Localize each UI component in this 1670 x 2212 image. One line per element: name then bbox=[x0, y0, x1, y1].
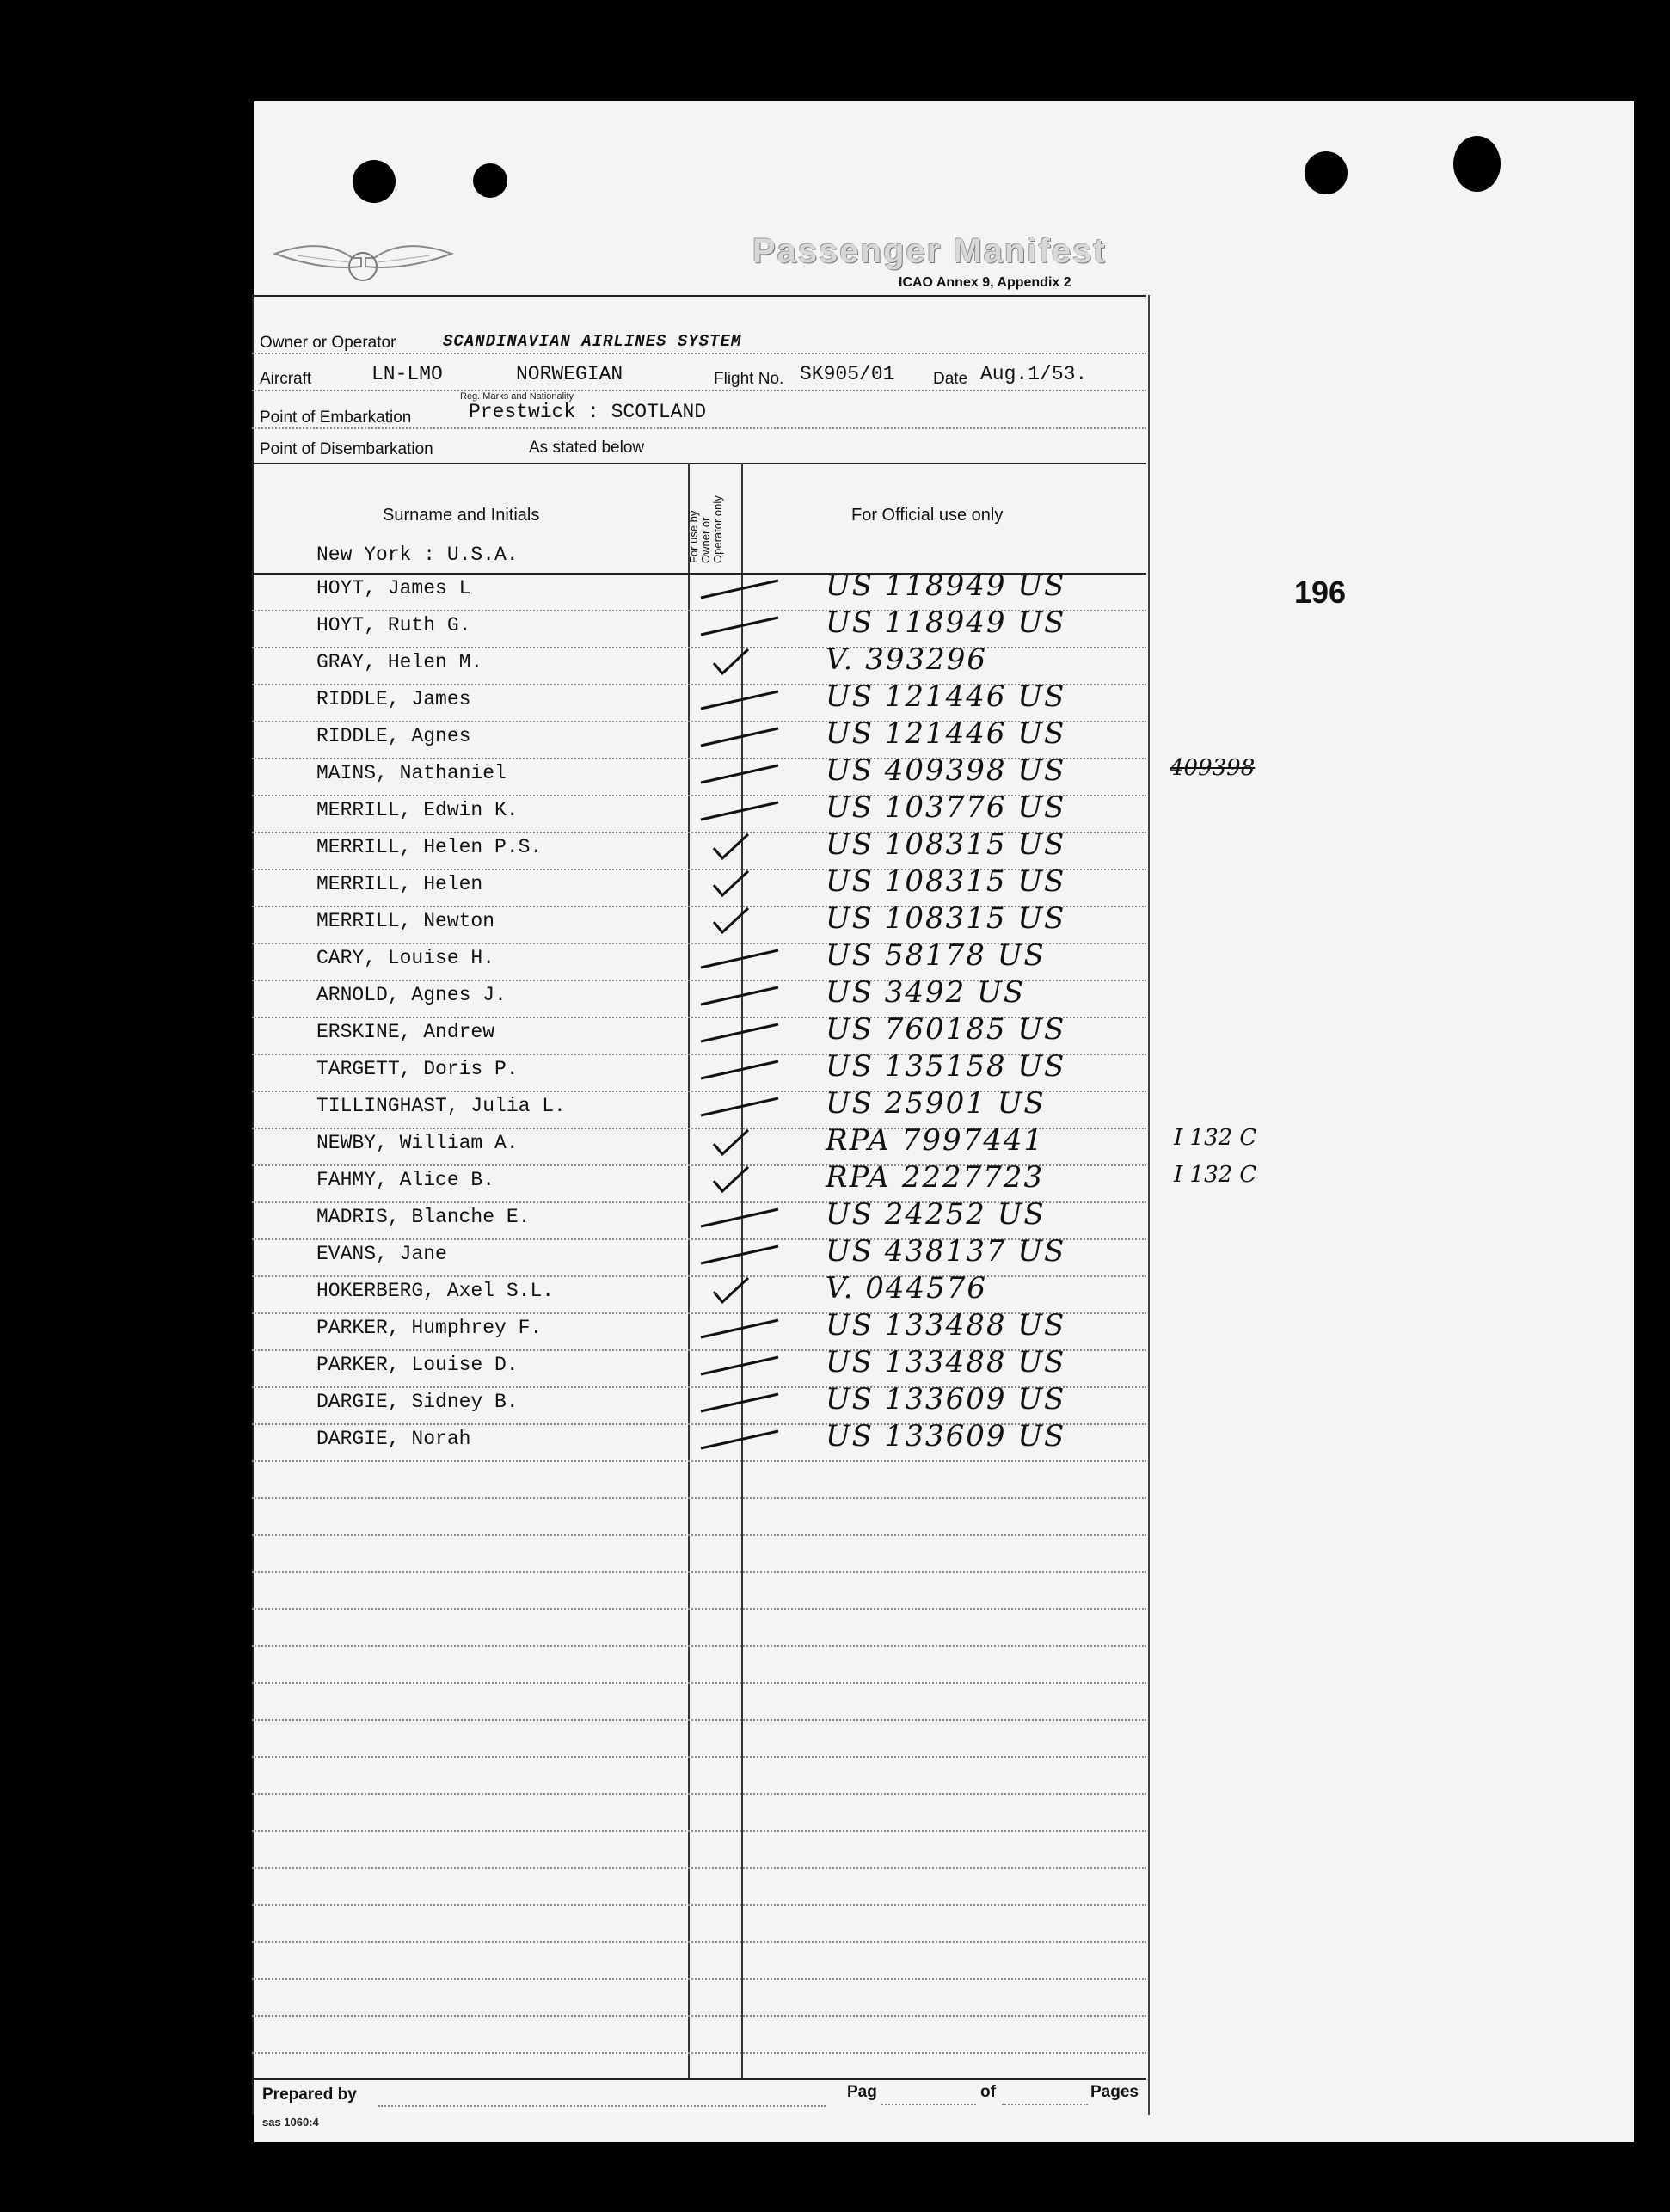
official-entry: US 103776 US bbox=[826, 790, 1066, 825]
dash-mark-icon bbox=[697, 794, 808, 828]
punch-hole bbox=[1305, 151, 1348, 194]
of-line bbox=[1002, 2104, 1088, 2105]
passenger-name: RIDDLE, Agnes bbox=[316, 725, 471, 747]
passenger-name: TARGETT, Doris P. bbox=[316, 1058, 519, 1080]
column-divider bbox=[688, 463, 690, 2078]
dash-mark-icon bbox=[697, 1349, 808, 1383]
official-entry: US 118949 US bbox=[826, 605, 1066, 640]
passenger-name: ARNOLD, Agnes J. bbox=[316, 984, 507, 1006]
passenger-name: PARKER, Humphrey F. bbox=[316, 1317, 543, 1339]
passenger-name: TILLINGHAST, Julia L. bbox=[316, 1095, 566, 1117]
flight-value: SK905/01 bbox=[800, 363, 895, 385]
row-rule bbox=[252, 1497, 1146, 1499]
passenger-name: DARGIE, Norah bbox=[316, 1428, 471, 1450]
field-rule bbox=[252, 427, 1146, 429]
dash-mark-icon bbox=[697, 1238, 808, 1272]
official-entry: RPA 2227723 bbox=[826, 1160, 1045, 1195]
passenger-name: MERRILL, Edwin K. bbox=[316, 799, 519, 821]
official-entry: US 108315 US bbox=[826, 827, 1066, 862]
passenger-name: MADRIS, Blanche E. bbox=[316, 1206, 531, 1228]
row-rule bbox=[252, 1571, 1146, 1573]
passenger-name: FAHMY, Alice B. bbox=[316, 1169, 495, 1191]
official-entry: US 409398 US bbox=[826, 753, 1066, 788]
header-bottom-rule bbox=[252, 463, 1146, 464]
official-entry: US 760185 US bbox=[826, 1012, 1066, 1047]
pages-label: Pages bbox=[1090, 2083, 1139, 2101]
field-rule bbox=[252, 353, 1146, 354]
passenger-name: CARY, Louise H. bbox=[316, 947, 495, 969]
row-rule bbox=[252, 1867, 1146, 1869]
form-subtitle: ICAO Annex 9, Appendix 2 bbox=[899, 275, 1071, 290]
row-rule bbox=[252, 2015, 1146, 2017]
dash-mark-icon bbox=[697, 1053, 808, 1087]
dash-mark-icon bbox=[697, 609, 808, 643]
official-entry: US 3492 US bbox=[826, 975, 1026, 1010]
page-label: Pag bbox=[847, 2083, 877, 2101]
row-rule bbox=[252, 1941, 1146, 1943]
passenger-name: HOYT, Ruth G. bbox=[316, 614, 471, 636]
field-rule bbox=[252, 390, 1146, 391]
disembarkation-value: As stated below bbox=[529, 439, 645, 457]
punch-hole bbox=[1453, 136, 1501, 192]
checkmark-icon bbox=[697, 868, 808, 902]
row-rule bbox=[252, 2052, 1146, 2054]
nationality-value: NORWEGIAN bbox=[516, 363, 623, 385]
dash-mark-icon bbox=[697, 683, 808, 717]
official-entry: US 121446 US bbox=[826, 679, 1066, 714]
aircraft-label: Aircraft bbox=[260, 370, 312, 388]
row-rule bbox=[252, 1978, 1146, 1980]
checkmark-icon bbox=[697, 1127, 808, 1161]
owner-value: SCANDINAVIAN AIRLINES SYSTEM bbox=[443, 332, 742, 351]
official-entry: US 108315 US bbox=[826, 864, 1066, 899]
checkmark-icon bbox=[697, 1164, 808, 1198]
dash-mark-icon bbox=[697, 942, 808, 976]
col-surname-header: Surname and Initials bbox=[383, 506, 540, 525]
punch-hole bbox=[353, 160, 396, 203]
owner-label: Owner or Operator bbox=[260, 334, 396, 352]
official-entry: US 133488 US bbox=[826, 1345, 1066, 1379]
official-entry: US 133609 US bbox=[826, 1419, 1066, 1453]
checkmark-icon bbox=[697, 1275, 808, 1309]
passenger-name: GRAY, Helen M. bbox=[316, 651, 483, 673]
passenger-name: EVANS, Jane bbox=[316, 1243, 447, 1265]
aircraft-value: LN-LMO bbox=[371, 363, 443, 385]
official-entry: US 118949 US bbox=[826, 568, 1066, 603]
header-top-rule bbox=[252, 295, 1146, 297]
row-rule bbox=[252, 1608, 1146, 1610]
side-note: 409398 bbox=[1170, 755, 1256, 781]
form-title: Passenger Manifest bbox=[752, 232, 1107, 270]
row-rule bbox=[252, 1756, 1146, 1758]
official-entry: V. 044576 bbox=[826, 1271, 988, 1306]
passenger-name: HOYT, James L bbox=[316, 577, 471, 599]
embarkation-value: Prestwick : SCOTLAND bbox=[469, 401, 707, 423]
row-rule bbox=[252, 1645, 1146, 1647]
official-entry: US 108315 US bbox=[826, 901, 1066, 936]
passenger-name: HOKERBERG, Axel S.L. bbox=[316, 1280, 555, 1302]
official-entry: US 133609 US bbox=[826, 1382, 1066, 1416]
destination-label: New York : U.S.A. bbox=[316, 544, 519, 566]
side-note: I 132 C bbox=[1174, 1162, 1257, 1188]
official-entry: US 58178 US bbox=[826, 938, 1046, 973]
official-entry: V. 393296 bbox=[826, 642, 988, 677]
row-rule bbox=[252, 1460, 1146, 1462]
prepared-by-label: Prepared by bbox=[262, 2086, 357, 2104]
passenger-name: MERRILL, Helen bbox=[316, 873, 483, 895]
checkmark-icon bbox=[697, 646, 808, 680]
airline-wings-logo bbox=[271, 228, 456, 297]
dash-mark-icon bbox=[697, 1016, 808, 1050]
row-rule bbox=[252, 1534, 1146, 1536]
form-code: sas 1060:4 bbox=[262, 2116, 319, 2129]
dash-mark-icon bbox=[697, 1312, 808, 1346]
date-label: Date bbox=[933, 370, 968, 388]
dash-mark-icon bbox=[697, 757, 808, 791]
row-rule bbox=[252, 1719, 1146, 1721]
side-note: I 132 C bbox=[1174, 1125, 1257, 1151]
embarkation-label: Point of Embarkation bbox=[260, 409, 412, 427]
row-rule bbox=[252, 1904, 1146, 1906]
disembarkation-label: Point of Disembarkation bbox=[260, 440, 433, 458]
dash-mark-icon bbox=[697, 1422, 808, 1457]
row-rule bbox=[252, 1682, 1146, 1684]
passenger-name: NEWBY, William A. bbox=[316, 1132, 519, 1154]
dash-mark-icon bbox=[697, 1090, 808, 1124]
passenger-name: PARKER, Louise D. bbox=[316, 1354, 519, 1376]
dash-mark-icon bbox=[697, 572, 808, 606]
official-entry: RPA 7997441 bbox=[826, 1123, 1045, 1158]
footer-rule bbox=[252, 2078, 1146, 2080]
row-rule bbox=[252, 1830, 1146, 1832]
official-entry: US 135158 US bbox=[826, 1049, 1066, 1084]
official-entry: US 133488 US bbox=[826, 1308, 1066, 1343]
passenger-name: RIDDLE, James bbox=[316, 688, 471, 710]
dash-mark-icon bbox=[697, 720, 808, 754]
row-rule bbox=[252, 1793, 1146, 1795]
official-entry: US 438137 US bbox=[826, 1234, 1066, 1269]
col-operator-header: For use by Owner or Operator only bbox=[687, 495, 724, 563]
dash-mark-icon bbox=[697, 979, 808, 1013]
passenger-name: MERRILL, Newton bbox=[316, 910, 495, 932]
dash-mark-icon bbox=[697, 1386, 808, 1420]
passenger-name: MAINS, Nathaniel bbox=[316, 762, 507, 784]
col-official-header: For Official use only bbox=[851, 506, 1004, 525]
date-value: Aug.1/53. bbox=[980, 363, 1088, 385]
punch-hole bbox=[473, 163, 507, 198]
passenger-name: MERRILL, Helen P.S. bbox=[316, 836, 543, 858]
checkmark-icon bbox=[697, 831, 808, 865]
checkmark-icon bbox=[697, 905, 808, 939]
official-entry: US 121446 US bbox=[826, 716, 1066, 751]
page-number: 196 bbox=[1294, 575, 1347, 610]
of-label: of bbox=[980, 2083, 996, 2101]
passenger-name: ERSKINE, Andrew bbox=[316, 1021, 495, 1043]
dash-mark-icon bbox=[697, 1201, 808, 1235]
reg-note: Reg. Marks and Nationality bbox=[460, 391, 574, 402]
prepared-by-line bbox=[378, 2105, 826, 2107]
passenger-name: DARGIE, Sidney B. bbox=[316, 1391, 519, 1413]
official-entry: US 25901 US bbox=[826, 1086, 1046, 1121]
flight-label: Flight No. bbox=[714, 370, 784, 388]
page-line bbox=[881, 2104, 976, 2105]
official-entry: US 24252 US bbox=[826, 1197, 1046, 1232]
